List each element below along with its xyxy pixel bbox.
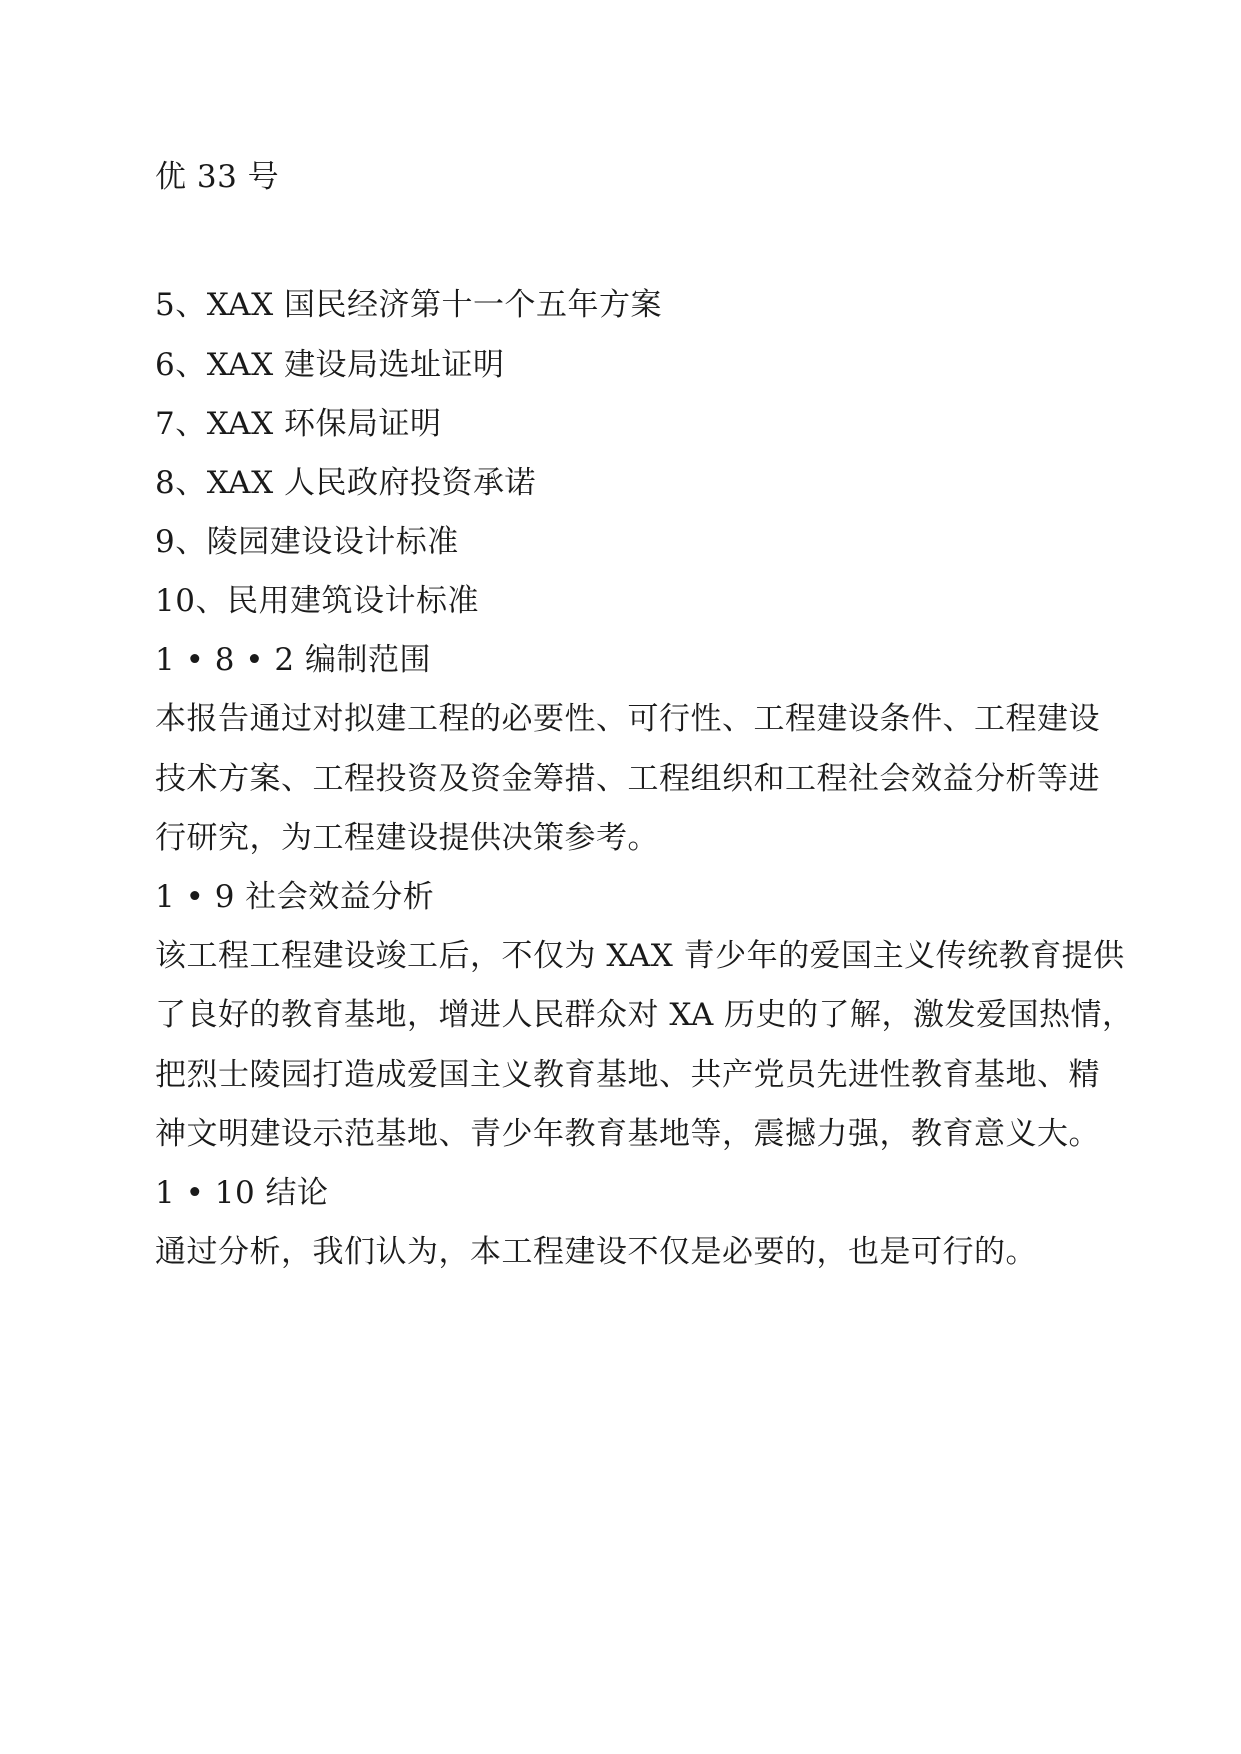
reference-item-5: 5、XAX 国民经济第十一个五年方案 xyxy=(155,287,662,323)
reference-item-7: 7、XAX 环保局证明 xyxy=(155,406,442,442)
reference-item-8: 8、XAX 人民政府投资承诺 xyxy=(155,465,536,501)
paragraph-line: 本报告通过对拟建工程的必要性、可行性、工程建设条件、工程建设 xyxy=(155,701,1100,737)
paragraph-line: 了良好的教育基地，增进人民群众对 XA 历史的了解，激发爱国热情， xyxy=(155,997,1134,1033)
section-heading-1-10: 1 • 10 结论 xyxy=(155,1175,329,1211)
reference-item-10: 10、民用建筑设计标准 xyxy=(155,583,479,619)
paragraph-line: 神文明建设示范基地、青少年教育基地等，震撼力强，教育意义大。 xyxy=(155,1116,1100,1152)
top-fragment-line: 优 33 号 xyxy=(155,159,280,195)
reference-item-6: 6、XAX 建设局选址证明 xyxy=(155,347,505,383)
paragraph-line: 通过分析，我们认为，本工程建设不仅是必要的，也是可行的。 xyxy=(155,1234,1037,1270)
paragraph-line: 行研究，为工程建设提供决策参考。 xyxy=(155,820,659,856)
paragraph-line: 该工程工程建设竣工后，不仅为 XAX 青少年的爱国主义传统教育提供 xyxy=(155,938,1125,974)
reference-item-9: 9、陵园建设设计标准 xyxy=(155,524,459,560)
paragraph-line: 技术方案、工程投资及资金筹措、工程组织和工程社会效益分析等进 xyxy=(155,761,1100,797)
section-heading-1-9: 1 • 9 社会效益分析 xyxy=(155,879,435,915)
section-heading-1-8-2: 1 • 8 • 2 编制范围 xyxy=(155,642,432,678)
paragraph-line: 把烈士陵园打造成爱国主义教育基地、共产党员先进性教育基地、精 xyxy=(155,1057,1100,1093)
